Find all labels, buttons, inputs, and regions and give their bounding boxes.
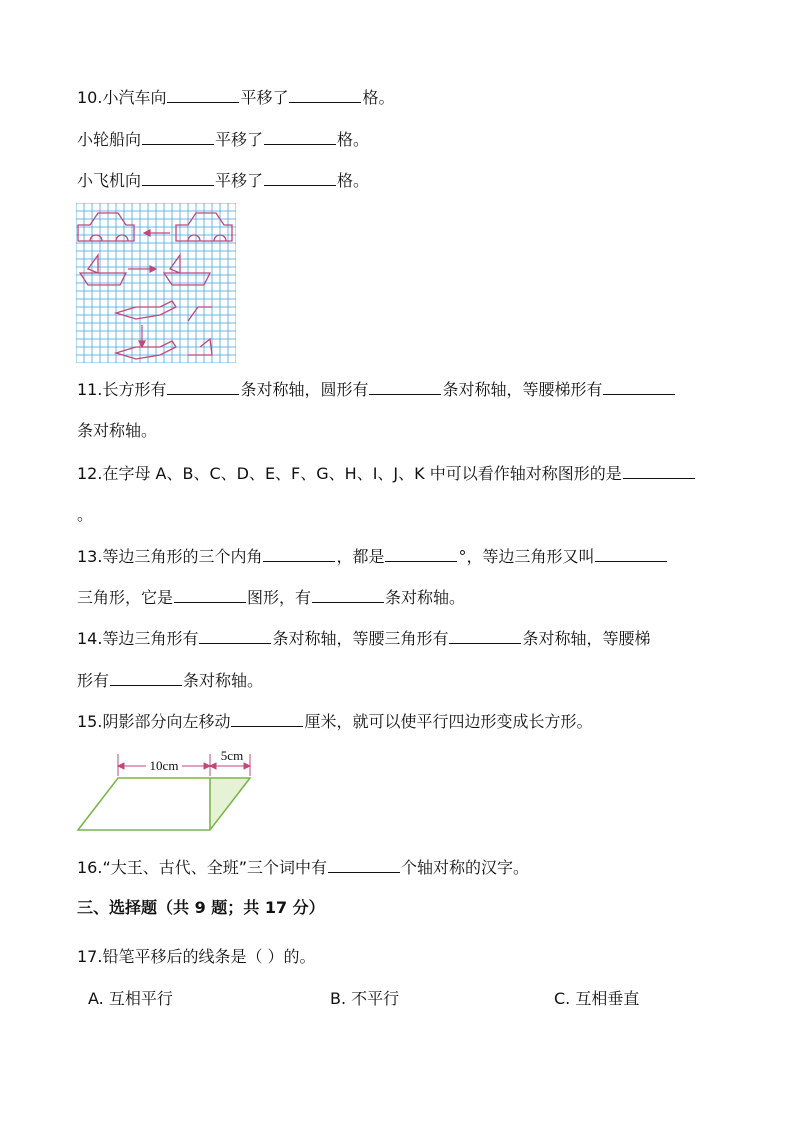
q12-line1: 12.在字母 A、B、C、D、E、F、G、H、I、J、K 中可以看作轴对称图形的是: [77, 462, 696, 485]
q13-line2: 三角形，它是 图形，有 条对称轴。: [77, 588, 466, 607]
dimension-label-10cm: 10cm: [149, 758, 179, 773]
ship-shape: [80, 255, 126, 285]
answer-blank[interactable]: [142, 169, 214, 186]
answer-blank[interactable]: [328, 856, 400, 873]
option-a[interactable]: A. 互相平行: [88, 989, 173, 1008]
dimension-label-5cm: 5cm: [220, 748, 244, 763]
answer-blank[interactable]: [167, 378, 239, 395]
answer-blank[interactable]: [142, 128, 214, 145]
plane-shape: [116, 341, 176, 359]
q10-line-plane: 小飞机向 平移了 格。: [77, 171, 370, 190]
q11-line2: 条对称轴。: [77, 421, 158, 440]
q14-line1: 14.等边三角形有 条对称轴，等腰三角形有 条对称轴，等腰梯: [77, 629, 651, 648]
answer-blank[interactable]: [289, 86, 361, 103]
q10-line-car: 10.小汽车向 平移了 格。: [77, 88, 395, 107]
q12-line2: 。: [77, 505, 94, 524]
parallelogram-figure: [74, 748, 264, 836]
option-c[interactable]: C. 互相垂直: [554, 989, 640, 1008]
answer-blank[interactable]: [264, 128, 336, 145]
answer-blank[interactable]: [231, 710, 303, 727]
ship-shape: [164, 255, 210, 285]
answer-blank[interactable]: [623, 462, 695, 479]
q14-line2: 形有 条对称轴。: [77, 671, 264, 690]
answer-blank[interactable]: [167, 86, 239, 103]
option-b[interactable]: B. 不平行: [330, 989, 400, 1008]
answer-blank[interactable]: [264, 169, 336, 186]
q17-question: 17.铅笔平移后的线条是（ ）的。: [77, 947, 316, 966]
answer-blank[interactable]: [449, 627, 521, 644]
q13-line1: 13.等边三角形的三个内角 ，都是 °，等边三角形又叫: [77, 545, 668, 568]
answer-blank[interactable]: [385, 545, 457, 562]
answer-blank[interactable]: [312, 586, 384, 603]
answer-blank[interactable]: [369, 378, 441, 395]
answer-blank[interactable]: [595, 545, 667, 562]
answer-blank[interactable]: [110, 669, 182, 686]
q16-line: 16.“大王、古代、全班”三个词中有 个轴对称的汉字。: [77, 858, 530, 877]
answer-blank[interactable]: [263, 545, 335, 562]
section-title: 三、选择题（共 9 题；共 17 分）: [77, 898, 325, 917]
answer-blank[interactable]: [199, 627, 271, 644]
answer-blank[interactable]: [603, 378, 675, 395]
q10-line-ship: 小轮船向 平移了 格。: [77, 130, 370, 149]
answer-blank[interactable]: [174, 586, 246, 603]
plane-shape: [116, 301, 176, 319]
q11-line1: 11.长方形有 条对称轴，圆形有 条对称轴，等腰梯形有: [77, 378, 676, 401]
q15-line: 15.阴影部分向左移动 厘米，就可以使平行四边形变成长方形。: [77, 712, 593, 731]
translation-grid-figure: [76, 203, 236, 363]
